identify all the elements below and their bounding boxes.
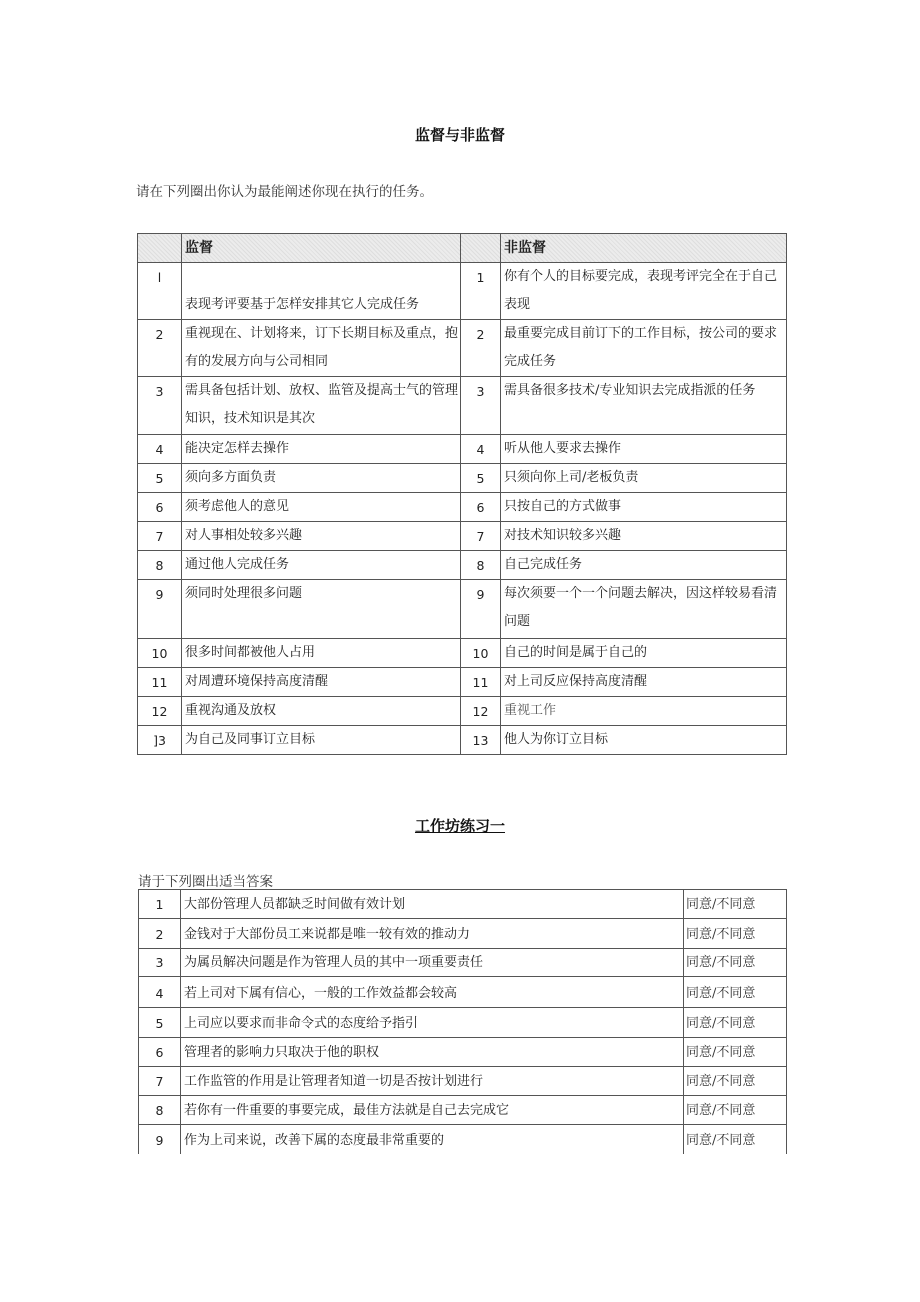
table-row bbox=[139, 1096, 787, 1125]
table-row bbox=[138, 551, 787, 580]
agree-disagree-option[interactable]: 同意/不同意 bbox=[684, 1008, 787, 1038]
row-number: 4 bbox=[139, 977, 181, 1008]
row-number-right: 2 bbox=[461, 320, 501, 377]
table-row bbox=[139, 890, 787, 919]
table-row bbox=[139, 1125, 787, 1154]
statement: 若上司对下属有信心，一般的工作效益都会较高 bbox=[181, 977, 684, 1008]
row-number-left: 11 bbox=[138, 668, 182, 697]
supervision-item: 重视现在、计划将来，订下长期目标及重点，抱有的发展方向与公司相同 bbox=[182, 320, 461, 377]
table-row bbox=[139, 919, 787, 949]
row-number-right: 13 bbox=[461, 726, 501, 755]
row-number-left: 12 bbox=[138, 697, 182, 726]
section1-instruction: 请在下列圈出你认为最能阐述你现在执行的任务。 bbox=[136, 184, 433, 200]
table-row bbox=[139, 1038, 787, 1067]
agree-disagree-option[interactable]: 同意/不同意 bbox=[684, 890, 787, 919]
table-row bbox=[138, 320, 787, 377]
row-number-left: 5 bbox=[138, 464, 182, 493]
supervision-item: 表现考评要基于怎样安排其它人完成任务 bbox=[182, 263, 461, 320]
row-number-left: 7 bbox=[138, 522, 182, 551]
non-supervision-item: 对上司反应保持高度清醒 bbox=[501, 668, 787, 697]
agree-disagree-option[interactable]: 同意/不同意 bbox=[684, 1096, 787, 1125]
non-supervision-item: 听从他人要求去操作 bbox=[501, 435, 787, 464]
supervision-item: 须考虑他人的意见 bbox=[182, 493, 461, 522]
row-number-left: 6 bbox=[138, 493, 182, 522]
header-num-cell-right bbox=[461, 234, 501, 263]
statement: 大部份管理人员都缺乏时间做有效计划 bbox=[181, 890, 684, 919]
table-row bbox=[138, 493, 787, 522]
non-supervision-item: 自己完成任务 bbox=[501, 551, 787, 580]
non-supervision-item: 只须向你上司/老板负责 bbox=[501, 464, 787, 493]
statement: 管理者的影响力只取决于他的职权 bbox=[181, 1038, 684, 1067]
row-number-right: 11 bbox=[461, 668, 501, 697]
non-supervision-item: 需具备很多技术/专业知识去完成指派的任务 bbox=[501, 377, 787, 435]
row-number-right: 4 bbox=[461, 435, 501, 464]
row-number: 7 bbox=[139, 1067, 181, 1096]
row-number-right: 7 bbox=[461, 522, 501, 551]
row-number-right: 8 bbox=[461, 551, 501, 580]
section1-title: 监督与非监督 bbox=[414, 126, 505, 144]
row-number: 5 bbox=[139, 1008, 181, 1038]
header-num-cell-left bbox=[138, 234, 182, 263]
agree-disagree-option[interactable]: 同意/不同意 bbox=[684, 1067, 787, 1096]
row-number-left: 9 bbox=[138, 580, 182, 639]
table-row bbox=[138, 697, 787, 726]
table-header-row bbox=[138, 234, 787, 263]
table-row bbox=[138, 522, 787, 551]
row-number-left: 4 bbox=[138, 435, 182, 464]
agree-disagree-option[interactable]: 同意/不同意 bbox=[684, 977, 787, 1008]
statement: 上司应以要求而非命令式的态度给予指引 bbox=[181, 1008, 684, 1038]
row-number-right: 12 bbox=[461, 697, 501, 726]
table-row bbox=[138, 435, 787, 464]
row-number: 3 bbox=[139, 949, 181, 977]
table-row bbox=[138, 464, 787, 493]
supervision-item: 须向多方面负责 bbox=[182, 464, 461, 493]
supervision-item: 需具备包括计划、放权、监管及提高士气的管理知识，技术知识是其次 bbox=[182, 377, 461, 435]
statement: 若你有一件重要的事要完成，最佳方法就是自己去完成它 bbox=[181, 1096, 684, 1125]
header-non-supervision: 非监督 bbox=[501, 234, 787, 263]
row-number-left: 8 bbox=[138, 551, 182, 580]
workshop-table bbox=[138, 889, 787, 1154]
statement: 工作监管的作用是让管理者知道一切是否按计划进行 bbox=[181, 1067, 684, 1096]
non-supervision-item: 只按自己的方式做事 bbox=[501, 493, 787, 522]
statement: 作为上司来说，改善下属的态度最非常重要的 bbox=[181, 1125, 684, 1154]
table-row bbox=[138, 263, 787, 320]
non-supervision-item: 他人为你订立目标 bbox=[501, 726, 787, 755]
table-row bbox=[139, 1067, 787, 1096]
non-supervision-item: 你有个人的目标要完成，表现考评完全在于自己表现 bbox=[501, 263, 787, 320]
supervision-item: 重视沟通及放权 bbox=[182, 697, 461, 726]
agree-disagree-option[interactable]: 同意/不同意 bbox=[684, 949, 787, 977]
section2-instruction: 请于下列圈出适当答案 bbox=[138, 874, 273, 890]
table-row bbox=[139, 1008, 787, 1038]
row-number-left: l bbox=[138, 263, 182, 320]
statement: 为属员解决问题是作为管理人员的其中一项重要责任 bbox=[181, 949, 684, 977]
supervision-item: 能决定怎样去操作 bbox=[182, 435, 461, 464]
agree-disagree-option[interactable]: 同意/不同意 bbox=[684, 1125, 787, 1154]
non-supervision-item: 最重要完成目前订下的工作目标，按公司的要求完成任务 bbox=[501, 320, 787, 377]
non-supervision-item: 自己的时间是属于自己的 bbox=[501, 639, 787, 668]
table-row bbox=[138, 377, 787, 435]
row-number-right: 5 bbox=[461, 464, 501, 493]
agree-disagree-option[interactable]: 同意/不同意 bbox=[684, 919, 787, 949]
header-supervision: 监督 bbox=[182, 234, 461, 263]
statement: 金钱对于大部份员工来说都是唯一较有效的推动力 bbox=[181, 919, 684, 949]
supervision-item: 须同时处理很多问题 bbox=[182, 580, 461, 639]
supervision-table bbox=[137, 233, 787, 755]
table-row bbox=[138, 580, 787, 639]
supervision-item: 很多时间都被他人占用 bbox=[182, 639, 461, 668]
non-supervision-item: 对技术知识较多兴趣 bbox=[501, 522, 787, 551]
row-number-right: 3 bbox=[461, 377, 501, 435]
row-number-right: 6 bbox=[461, 493, 501, 522]
table-row bbox=[139, 977, 787, 1008]
row-number-left: 10 bbox=[138, 639, 182, 668]
non-supervision-item: 重视工作 bbox=[501, 697, 787, 726]
row-number: 9 bbox=[139, 1125, 181, 1154]
non-supervision-item: 每次须要一个一个问题去解决，因这样较易看清问题 bbox=[501, 580, 787, 639]
row-number-right: 1 bbox=[461, 263, 501, 320]
section2-title: 工作坊练习一 bbox=[414, 817, 505, 835]
table-row bbox=[138, 726, 787, 755]
row-number-right: 9 bbox=[461, 580, 501, 639]
agree-disagree-option[interactable]: 同意/不同意 bbox=[684, 1038, 787, 1067]
supervision-item: 对人事相处较多兴趣 bbox=[182, 522, 461, 551]
supervision-item: 对周遭环境保持高度清醒 bbox=[182, 668, 461, 697]
row-number-right: 10 bbox=[461, 639, 501, 668]
table-row bbox=[138, 639, 787, 668]
row-number-left: ]3 bbox=[138, 726, 182, 755]
supervision-item: 为自己及同事订立目标 bbox=[182, 726, 461, 755]
row-number-left: 3 bbox=[138, 377, 182, 435]
row-number: 1 bbox=[139, 890, 181, 919]
row-number-left: 2 bbox=[138, 320, 182, 377]
supervision-item: 通过他人完成任务 bbox=[182, 551, 461, 580]
table-row bbox=[138, 668, 787, 697]
row-number: 6 bbox=[139, 1038, 181, 1067]
row-number: 2 bbox=[139, 919, 181, 949]
row-number: 8 bbox=[139, 1096, 181, 1125]
table-row bbox=[139, 949, 787, 977]
